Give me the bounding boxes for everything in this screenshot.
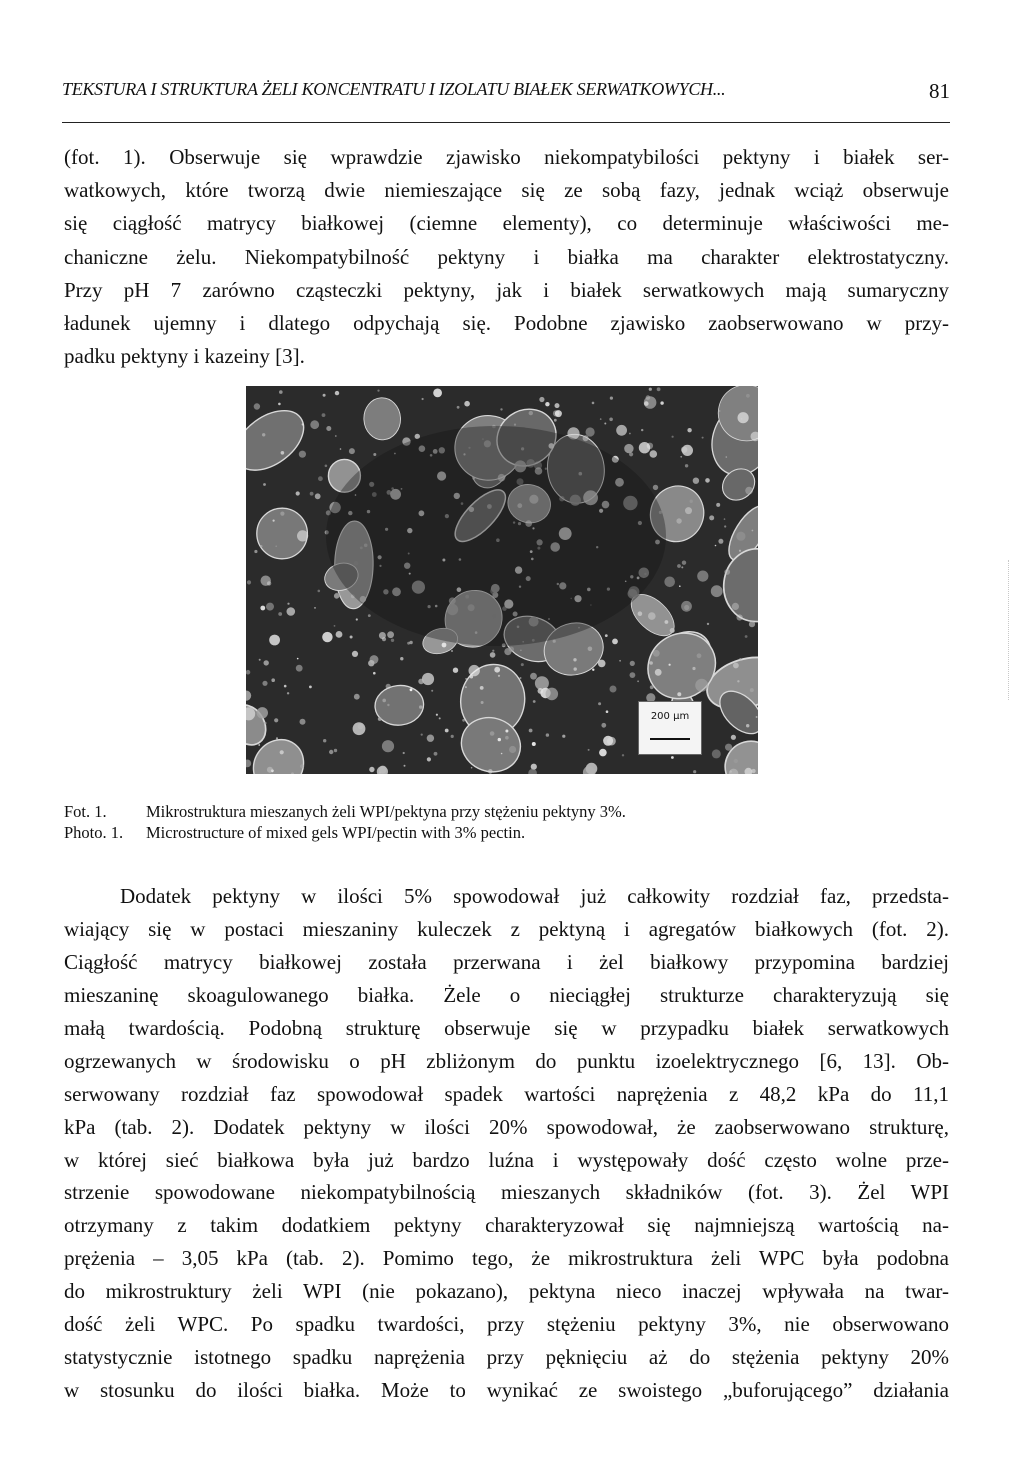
micro-droplet (745, 487, 753, 495)
micro-droplet (481, 701, 484, 704)
micro-droplet (403, 752, 405, 754)
micro-droplet (681, 566, 683, 568)
micro-droplet (264, 722, 267, 725)
micro-droplet (269, 635, 280, 646)
micro-droplet (586, 427, 595, 436)
paragraph-line: Ciągłość matrycy białkowej została przerwana i żel białkowy przypomina bardziej (64, 949, 949, 974)
micro-droplet (604, 423, 606, 425)
micro-droplet (297, 530, 308, 541)
micro-droplet (260, 545, 263, 548)
micro-droplet (382, 740, 394, 752)
micro-droplet (274, 718, 278, 722)
micro-droplet (695, 679, 708, 692)
micro-droplet (281, 451, 285, 455)
paragraph-line: prężenia – 3,05 kPa (tab. 2). Pomimo tego, że mikrostruktura żeli WPC była podobna (64, 1246, 949, 1271)
micro-droplet (649, 388, 652, 391)
paragraph-line: dość żeli WPC. Po spadku twardości, przy stężeniu pektyny 3%, nie obserwowano (64, 1312, 949, 1337)
caption-polish (64, 801, 626, 822)
micro-droplet (271, 678, 275, 682)
micro-droplet (574, 667, 577, 670)
micro-droplet (724, 525, 726, 527)
micro-droplet (655, 669, 662, 676)
micro-droplet (592, 402, 595, 405)
micro-droplet (387, 631, 394, 638)
micro-droplet (490, 731, 495, 736)
micro-droplet (553, 640, 556, 643)
scan-artifact (1008, 560, 1011, 700)
caption-english (64, 822, 626, 843)
micro-droplet (379, 772, 381, 774)
micro-droplet (334, 749, 337, 752)
micro-droplet (480, 686, 484, 690)
scale-label: 200 µm (650, 711, 690, 722)
page-number: 81 (929, 79, 950, 103)
micro-droplet (649, 661, 653, 665)
micro-droplet (387, 704, 389, 706)
micro-droplet (368, 660, 374, 666)
micro-droplet (521, 663, 524, 666)
micro-droplet (318, 590, 321, 593)
micro-droplet (498, 738, 501, 741)
micro-droplet (263, 483, 266, 486)
micro-droplet (671, 756, 674, 759)
micro-droplet (530, 673, 537, 680)
micro-droplet (607, 737, 616, 746)
micro-droplet (322, 413, 326, 417)
micro-droplet (639, 442, 650, 453)
micro-droplet (677, 564, 681, 568)
micro-droplet (509, 647, 514, 652)
micro-droplet (624, 444, 633, 453)
micro-droplet (322, 632, 332, 642)
micro-droplet (275, 545, 277, 547)
paragraph-line: się ciągłość matrycy białkowej (ciemne elementy), co determinuje właściwości me- (64, 211, 949, 236)
micro-droplet (588, 647, 593, 652)
caption-en-text: Microstructure of mixed gels WPI/pectin with 3% pectin. (146, 823, 526, 842)
micro-droplet (267, 581, 271, 585)
micro-droplet (297, 658, 299, 660)
micro-droplet (419, 705, 422, 708)
micro-droplet (379, 632, 386, 639)
micro-droplet (391, 639, 394, 642)
header-rule (62, 122, 950, 123)
micro-droplet (386, 684, 391, 689)
micro-droplet (648, 612, 656, 620)
micro-droplet (690, 500, 693, 503)
micro-droplet (752, 530, 754, 532)
micro-droplet (260, 606, 265, 611)
micro-droplet (555, 403, 560, 408)
micro-droplet (726, 456, 728, 458)
micro-droplet (657, 387, 661, 391)
micro-droplet (520, 677, 522, 679)
paragraph-line: chaniczne żelu. Niekompatybilność pektyny i białka ma charakter elektrostatyczny. (64, 244, 949, 269)
micro-droplet (369, 767, 374, 772)
micro-droplet (314, 607, 316, 609)
micro-droplet (562, 735, 565, 738)
micro-droplet (404, 765, 406, 767)
micro-droplet (300, 719, 306, 725)
micro-droplet (299, 451, 306, 458)
micro-droplet (464, 401, 470, 407)
micro-droplet (264, 660, 269, 665)
paragraph-line: w której sieć białkowa była już bardzo luźna i występowały dość często wolne prze- (64, 1147, 949, 1172)
micro-droplet (296, 665, 303, 672)
micro-droplet (431, 690, 433, 692)
micro-droplet (326, 426, 331, 431)
micro-droplet (323, 739, 326, 742)
micro-droplet (724, 518, 726, 520)
paragraph-line: Dodatek pektyny w ilości 5% spowodował już całkowity rozdział faz, przedsta- (120, 884, 949, 908)
micro-droplet (672, 436, 674, 438)
micro-droplet (445, 729, 449, 733)
micro-droplet (439, 717, 441, 719)
micro-droplet (382, 699, 386, 703)
micro-droplet (702, 437, 704, 439)
micro-droplet (719, 410, 721, 412)
micro-droplet (746, 724, 749, 727)
micro-droplet (254, 550, 257, 553)
micro-droplet (520, 650, 522, 652)
micro-droplet (725, 744, 732, 751)
paragraph-line: mieszaninę skoagulowanego białka. Żele o nieciągłej strukturze charakteryzują się (64, 982, 949, 1007)
micro-droplet (679, 585, 681, 587)
micro-droplet (334, 625, 336, 627)
micro-droplet (545, 402, 549, 406)
paragraph-line: w stosunku do ilości białka. Może to wynikać ze swoistego „buforującego” działania (64, 1378, 949, 1403)
micro-droplet (410, 688, 413, 691)
scale-bar (650, 738, 690, 740)
micro-droplet (465, 686, 467, 688)
micro-droplet (685, 464, 688, 467)
caption-pl-label: Fot. 1. (64, 802, 107, 821)
micro-droplet (665, 620, 669, 624)
micro-droplet (629, 452, 633, 456)
caption-en-label: Photo. 1. (64, 823, 124, 842)
micro-droplet (588, 749, 590, 751)
micro-droplet (514, 424, 516, 426)
micro-droplet (259, 659, 261, 661)
micro-droplet (756, 716, 758, 718)
micro-droplet (650, 685, 654, 689)
micro-droplet (630, 672, 636, 678)
micro-droplet (267, 767, 273, 773)
micro-droplet (598, 702, 601, 705)
micro-droplet (488, 769, 493, 774)
micro-droplet (354, 694, 360, 700)
micro-droplet (273, 520, 275, 522)
micro-droplet (287, 692, 289, 694)
micro-droplet (340, 448, 342, 450)
micro-droplet (664, 577, 675, 588)
paragraph-line: (fot. 1). Obserwuje się wprawdzie zjawisko niekompatybilości pektyny i białek ser- (64, 145, 949, 169)
micro-droplet (707, 623, 709, 625)
micro-droplet (682, 561, 686, 565)
micro-droplet (601, 723, 606, 728)
running-header (62, 76, 950, 126)
micro-droplet (278, 612, 282, 616)
micro-droplet (711, 585, 723, 597)
micro-droplet (409, 641, 412, 644)
paragraph-line: do mikrostruktury żeli WPI (nie pokazano), pektyna nieco inaczej wpływała na twar- (64, 1279, 949, 1304)
micro-droplet (734, 759, 738, 763)
micro-droplet (681, 447, 687, 453)
micro-droplet (598, 660, 606, 668)
micro-droplet (535, 676, 549, 690)
micro-droplet (279, 390, 283, 394)
micro-droplet (422, 398, 424, 400)
micro-droplet (697, 653, 702, 658)
micro-droplet (573, 658, 576, 661)
micro-droplet (637, 680, 639, 682)
micro-droplet (335, 391, 339, 395)
micro-droplet (612, 639, 618, 645)
micro-droplet (684, 605, 689, 610)
paragraph-2 (64, 880, 949, 1407)
micro-shadow (326, 426, 666, 646)
micro-droplet (287, 607, 296, 616)
paragraph-line: ładunek ujemny i dlatego odpychają się. Podobne zjawisko zaobserwowano w przy- (64, 310, 949, 335)
micro-droplet (653, 650, 660, 657)
micro-droplet (529, 729, 533, 733)
micro-droplet (533, 700, 536, 703)
micro-droplet (646, 395, 651, 400)
micro-droplet (434, 752, 438, 756)
micro-droplet (451, 735, 454, 738)
micro-droplet (318, 476, 323, 481)
micro-droplet (693, 770, 696, 773)
paragraph-line: wiający się w postaci mieszaniny kuleczek z pektyną i agregatów białkowych (fot. 2). (64, 916, 949, 941)
figure-caption (64, 801, 626, 843)
micro-droplet (709, 515, 714, 520)
micro-droplet (334, 593, 340, 599)
micro-droplet (310, 492, 314, 496)
micro-droplet (349, 448, 355, 454)
paragraph-line: padku pektyny i kazeiny [3]. (64, 344, 305, 369)
paragraph-line: otrzymany z takim dodatkiem pektyny charakteryzował się najmniejszą wartością na- (64, 1213, 949, 1238)
micro-droplet (436, 714, 438, 716)
micro-droplet (254, 403, 260, 409)
paragraph-line: małą twardością. Podobną strukturę obserwuje się w przypadku białek serwatkowych (64, 1015, 949, 1040)
paragraph-line: watkowych, które tworzą dwie niemieszające się ze sobą fazy, jednak wciąż obserwuje (64, 178, 949, 203)
micro-droplet (427, 757, 431, 761)
micro-droplet (622, 754, 624, 756)
micro-droplet (280, 512, 284, 516)
micro-droplet (368, 614, 371, 617)
micro-droplet (732, 603, 739, 610)
caption-pl-text: Mikrostruktura mieszanych żeli WPI/pektyna przy stężeniu pektyny 3%. (146, 802, 626, 821)
micro-droplet (739, 550, 741, 552)
micro-droplet (555, 410, 562, 417)
scale-bar-box (638, 701, 702, 755)
micro-droplet (712, 749, 721, 758)
micro-droplet (453, 668, 458, 673)
micro-droplet (258, 744, 260, 746)
micro-droplet (335, 435, 337, 437)
micro-droplet (592, 669, 594, 671)
micro-droplet (669, 664, 671, 666)
micro-droplet (262, 681, 267, 686)
running-title: TEKSTURA I STRUKTURA ŻELI KONCENTRATU I IZOLATU BIAŁEK SERWATKOWYCH... (62, 79, 726, 99)
micro-droplet (287, 603, 289, 605)
micro-droplet (309, 686, 312, 689)
micro-droplet (492, 650, 494, 652)
paragraph-line: kPa (tab. 2). Dodatek pektyny w ilości 20% spowodował, że zaobserwowano strukturę, (64, 1114, 949, 1139)
paragraph-line: strzenie spowodowane niekompatybilnością mieszanych składników (fot. 3). Żel WPI (64, 1180, 949, 1205)
micro-droplet (300, 764, 304, 768)
micro-droplet (730, 770, 732, 772)
micro-droplet (498, 675, 500, 677)
micro-droplet (373, 672, 376, 675)
micro-droplet (442, 643, 447, 648)
micro-droplet (529, 411, 533, 415)
micro-droplet (356, 618, 358, 620)
micro-droplet (315, 493, 321, 499)
micro-droplet (554, 419, 557, 422)
micro-droplet (505, 730, 508, 733)
micro-droplet (546, 688, 559, 701)
micro-droplet (358, 723, 364, 729)
micro-droplet (739, 658, 741, 660)
micro-droplet (724, 569, 730, 575)
micro-droplet (501, 753, 503, 755)
micro-droplet (465, 678, 467, 680)
micro-droplet (715, 545, 717, 547)
micro-droplet (262, 433, 265, 436)
micro-droplet (737, 680, 739, 682)
micro-droplet (677, 692, 681, 696)
micro-droplet (750, 688, 754, 692)
micro-droplet (605, 634, 608, 637)
micro-droplet (500, 408, 502, 410)
micro-droplet (539, 397, 544, 402)
micro-droplet (738, 412, 749, 423)
micro-droplet (718, 539, 723, 544)
micro-droplet (606, 710, 609, 713)
micro-droplet (749, 621, 755, 627)
micro-droplet (257, 707, 268, 718)
micro-droplet (731, 735, 736, 740)
micro-droplet (697, 571, 708, 582)
micro-droplet (427, 735, 434, 742)
micro-droplet (284, 685, 287, 688)
micro-droplet (716, 503, 720, 507)
microstructure-photo (246, 386, 758, 774)
micro-droplet (745, 635, 748, 638)
micro-droplet (685, 507, 692, 514)
micro-droplet (471, 767, 473, 769)
micro-droplet (457, 406, 460, 409)
paragraph-line: statystycznie istotnego spadku naprężenia przy pęknięciu aż do stężenia pektyny 20% (64, 1345, 949, 1370)
micro-droplet (600, 418, 602, 420)
micro-droplet (650, 450, 658, 458)
micro-droplet (469, 665, 480, 676)
micro-droplet (329, 750, 333, 754)
micro-droplet (247, 580, 251, 584)
micro-droplet (378, 717, 382, 721)
micro-droplet (660, 401, 663, 404)
micro-droplet (692, 667, 695, 670)
micro-droplet (583, 435, 589, 441)
paragraph-1 (64, 141, 949, 373)
micro-droplet (421, 734, 423, 736)
micro-droplet (638, 611, 643, 616)
paragraph-line: Przy pH 7 zarówno cząsteczki pektyny, jak i białek serwatkowych mają sumaryczny (64, 277, 949, 302)
micro-droplet (278, 403, 281, 406)
micro-droplet (280, 750, 284, 754)
micro-droplet (670, 628, 675, 633)
micro-droplet (609, 418, 613, 422)
micro-droplet (676, 518, 681, 523)
micro-droplet (599, 749, 607, 757)
micro-droplet (705, 478, 710, 483)
micro-droplet (736, 532, 745, 541)
micro-droplet (737, 614, 743, 620)
micro-droplet (494, 667, 500, 673)
micro-droplet (490, 652, 496, 658)
paragraph-line: ogrzewanych w środowisku o pH zbliżonym do punktu izoelektrycznego [6, 13]. Ob- (64, 1048, 949, 1073)
micro-droplet (546, 733, 549, 736)
micro-droplet (296, 491, 300, 495)
micro-droplet (418, 679, 424, 685)
micro-droplet (323, 394, 326, 397)
micro-droplet (310, 420, 319, 429)
micro-droplet (509, 746, 516, 753)
micro-droplet (276, 737, 278, 739)
micro-droplet (616, 425, 627, 436)
micro-droplet (629, 433, 631, 435)
paragraph-line: serwowany rozdział faz spowodował spadek wartości naprężenia z 48,2 kPa do 11,1 (64, 1081, 949, 1106)
micro-droplet (680, 456, 682, 458)
micro-droplet (532, 742, 536, 746)
micro-droplet (610, 686, 617, 693)
micro-droplet (687, 428, 691, 432)
micro-droplet (451, 650, 453, 652)
micro-droplet (350, 636, 353, 639)
micro-droplet (693, 478, 699, 484)
micro-droplet (505, 736, 509, 740)
micro-droplet (531, 764, 537, 770)
micro-droplet (336, 631, 343, 638)
micro-droplet (619, 660, 621, 662)
micro-droplet (352, 651, 358, 657)
micro-droplet (746, 394, 750, 398)
micro-droplet (733, 663, 739, 669)
micro-droplet (653, 485, 658, 490)
micro-droplet (373, 453, 376, 456)
micro-droplet (610, 397, 613, 400)
micro-droplet (266, 603, 274, 611)
micro-droplet (630, 661, 635, 666)
micro-droplet (462, 719, 465, 722)
micro-droplet (400, 657, 403, 660)
micro-droplet (325, 465, 328, 468)
micro-droplet (644, 401, 649, 406)
micro-droplet (377, 390, 379, 392)
micro-droplet (433, 389, 442, 398)
micro-droplet (641, 429, 643, 431)
micro-droplet (302, 423, 304, 425)
micro-droplet (422, 673, 434, 685)
